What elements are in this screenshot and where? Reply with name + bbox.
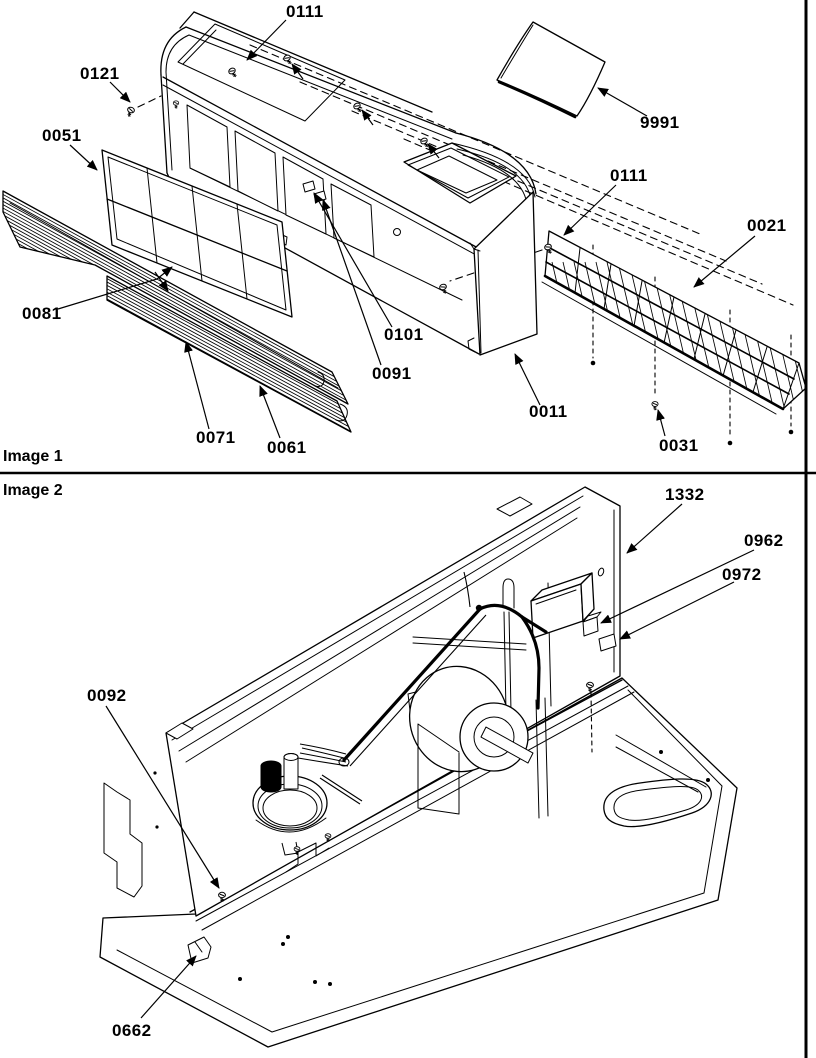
part-label-0962: 0962 [744, 531, 784, 550]
part-label-0081: 0081 [22, 304, 62, 323]
part-label-0091: 0091 [372, 364, 412, 383]
image1-caption: Image 1 [3, 448, 63, 465]
part-label-0061: 0061 [267, 438, 307, 457]
image2-chassis-view [3, 482, 783, 1047]
image1-exploded-view [0, 2, 816, 465]
part-label-0111-a: 0111 [286, 2, 324, 21]
part-label-0031: 0031 [659, 436, 699, 455]
part-label-0121: 0121 [80, 64, 120, 83]
part-label-0051: 0051 [42, 126, 82, 145]
part-label-0092: 0092 [87, 686, 127, 705]
part-label-0011: 0011 [529, 402, 568, 421]
part-label-0662: 0662 [112, 1021, 152, 1040]
part-label-0111-b: 0111 [610, 166, 648, 185]
image2-caption: Image 2 [3, 482, 63, 499]
part-label-0101: 0101 [384, 325, 424, 344]
part-label-0972: 0972 [722, 565, 762, 584]
overlay-panel-9991 [497, 22, 605, 117]
part-label-0021: 0021 [747, 216, 787, 235]
cabinet-front-assembly [161, 12, 479, 354]
side-panel-0011 [468, 192, 537, 355]
part-label-1332: 1332 [665, 485, 705, 504]
part-label-9991: 9991 [640, 113, 680, 132]
part-label-0071: 0071 [196, 428, 236, 447]
